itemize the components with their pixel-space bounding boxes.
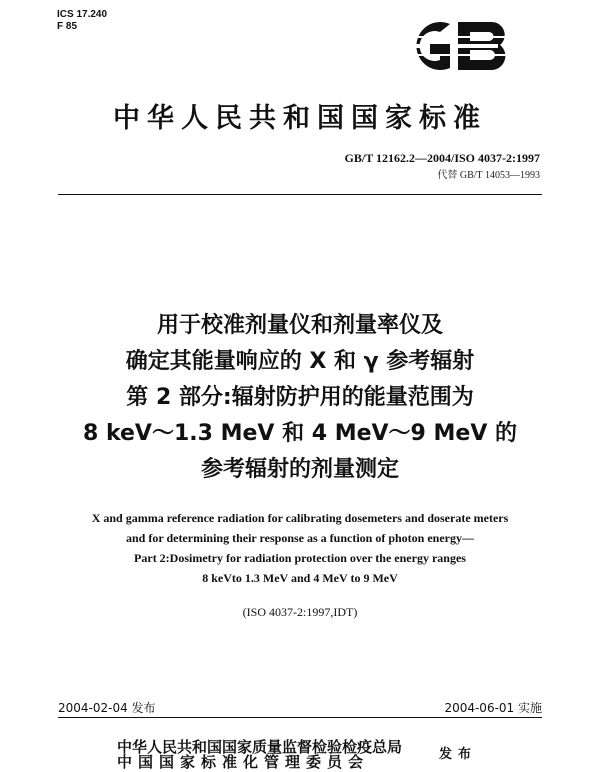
english-title — [0, 508, 600, 588]
cn-title-line: 参考辐射的剂量测定 — [200, 457, 399, 482]
bottom-divider — [58, 717, 542, 718]
issue-date: 2004-02-04 发布 — [58, 701, 156, 715]
implementation-date: 2004-06-01 实施 — [444, 701, 542, 715]
en-title-line: X and gamma reference radiation for calibrating dosemeters and doserate meters — [91, 511, 509, 525]
cn-title-line: 第 2 部分:辐射防护用的能量范围为 — [126, 385, 474, 410]
cn-title-line: 用于校准剂量仪和剂量率仪及 — [156, 313, 443, 338]
issuer-aqsiq: 中华人民共和国国家质量监督检验检疫总局 — [117, 738, 403, 756]
top-divider — [58, 194, 542, 195]
standard-number: GB/T 12162.2—2004/ISO 4037-2:1997 — [344, 151, 540, 165]
issuer-sac: 中国国家标准化管理委员会 — [117, 753, 370, 771]
en-title-line: 8 keVto 1.3 MeV and 4 MeV to 9 MeV — [202, 571, 398, 585]
replaces-note: 代替 GB/T 14053—1993 — [437, 170, 540, 181]
national-standard-heading: 中华人民共和国国家标准 — [113, 103, 487, 134]
cn-title-line: 确定其能量响应的 X 和 γ 参考辐射 — [125, 349, 475, 374]
en-title-line: Part 2:Dosimetry for radiation protection over the energy ranges — [134, 551, 466, 565]
en-title-line: and for determining their response as a function of photon energy— — [125, 531, 474, 545]
iso-equivalence: (ISO 4037-2:1997,IDT) — [242, 605, 358, 619]
classification-codes — [57, 9, 107, 33]
cn-title-line: 8 keV～1.3 MeV 和 4 MeV～9 MeV 的 — [82, 421, 518, 446]
chinese-title — [0, 308, 600, 488]
ccs-code: F 85 — [57, 21, 78, 32]
gb-logo — [392, 14, 520, 78]
issue-label: 发布 — [439, 747, 478, 762]
ics-code: ICS 17.240 — [57, 9, 108, 20]
